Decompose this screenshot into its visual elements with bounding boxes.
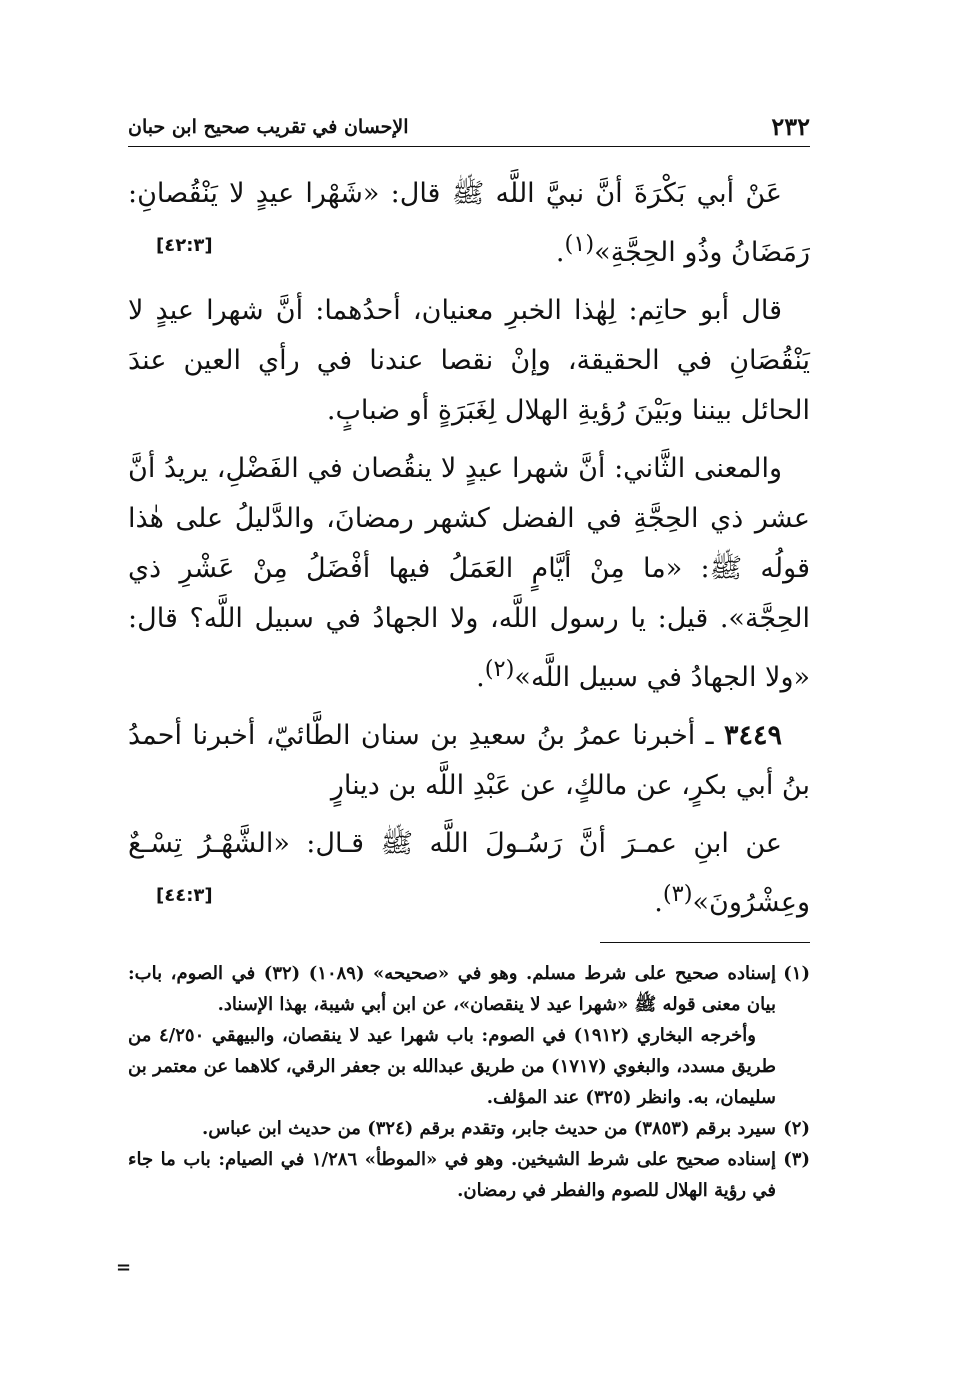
page-number: ٢٣٢ [771,112,810,141]
hadith-matn-3449 [128,819,810,928]
matn-end: . [654,887,663,918]
matn-text: عن ابنِ عمـرَ أنَّ رَسُـولَ اللَّه ﷺ قـال: «الشَّهْـرُ تِسْـعٌ وعِشْرُونَ» [128,828,810,918]
footnote-divider [600,942,810,943]
hadith-1-reference: [٤٢:٣] [156,235,213,256]
footnote-3-text: إسناده صحيح على شرط الشيخين. وهو في «الموطأ» ١/٢٨٦ في الصيام: باب ما جاء في رؤية الهلال للصوم والفطر في رمضان. [128,1149,776,1201]
footnote-3-mark: (٣) [783,1149,810,1170]
hadith-3449-reference: [٤٤:٣] [156,885,213,906]
hadith-1-text: عَنْ أبي بَكْرَةَ أنَّ نبيَّ اللَّه ﷺ قال: «شَهْرا عيدٍ لا يَنْقُصانِ: رَمَضَانُ وذُو الحِجَّةِ» [128,178,810,268]
footnote-ref-3: (٣) [662,881,693,907]
footnote-1 [128,958,810,1020]
commentary-paragraph-2 [128,444,810,703]
footnote-1-continuation: وأخرجه البخاري (١٩١٢) في الصوم: باب شهرا عيد لا ينقصان، والبيهقي ٤/٢٥٠ من طريق مسدد، والبغوي (١٧١٧) من طريق عبدالله بن جعفر الرقي، كلاهما عن معتمر بن سليمان، به. وانظر (٣٢٥) عند المؤلف. [128,1025,776,1108]
hadith-paragraph-1 [128,169,810,278]
commentary-paragraph-1: قال أبو حاتِم: لِهٰذا الخبرِ معنيان، أحدُهما: أنَّ شهرا عيدٍ لا يَنْقُصَانِ في الحقيقة، وإنْ نقصا عندنا في رأي العين عندَ الحائل بيننا وبَيْنَ رُؤيةِ الهلال لِغَبَرَةٍ أو ضبابٍ. [128,295,810,426]
footnotes [128,958,810,1206]
book-title: الإحسان في تقريب صحيح ابن حبان [128,116,409,138]
footnote-2-mark: (٢) [783,1118,810,1139]
footnote-2 [128,1113,810,1144]
footnote-2-text: سيرد برقم (٣٨٥٣) من حديث جابر، وتقدم برقم (٣٢٤) من حديث ابن عباس. [201,1118,776,1139]
page-header [128,110,810,147]
footnote-ref-1: (١) [564,231,595,257]
hadith-number: ٣٤٤٩ [723,720,782,751]
commentary-2-end: . [476,662,485,693]
commentary-2-text: والمعنى الثَّاني: أنَّ شهرا عيدٍ لا ينقُصان في الفَضْلِ، يريدُ أنَّ عشر ذي الحِجَّةِ في الفضل كشهر رمضانَ، والدَّليلُ على هٰذا قولُه ﷺ: «ما مِنْ أيَّامٍ العَمَلُ فيها أفْضَلُ مِنْ عَشْرِ ذي الحِجَّة». قيل: يا رسول اللَّه، ولا الجهادُ في سبيل اللَّه؟ قال: «ولا الجهادُ في سبيل اللَّه» [128,453,811,693]
hadith-1-end: . [555,237,565,268]
footnote-1-mark: (١) [783,963,810,984]
continuation-mark: = [116,1257,132,1278]
footnote-ref-2: (٢) [484,656,515,682]
isnad-text: ـ أخبرنا عمرُ بنُ سعيدِ بن سنان الطَّائيّ، أخبرنا أحمدُ بنُ أبي بكرٍ، عن مالكٍ، عن عَبْدِ اللَّه بن دينارٍ [128,720,810,801]
hadith-isnad-3449 [128,711,810,811]
main-text [128,169,810,936]
page [116,110,811,1290]
footnote-3 [128,1144,810,1206]
footnote-1-text: إسناده صحيح على شرط مسلم. وهو في «صحيحه» (١٠٨٩) (٣٢) في الصوم، باب: بيان معنى قوله ﷺ «شهرا عيد لا ينقصان»، عن ابن أبي شيبة، بهذا الإسناد. [128,963,776,1015]
